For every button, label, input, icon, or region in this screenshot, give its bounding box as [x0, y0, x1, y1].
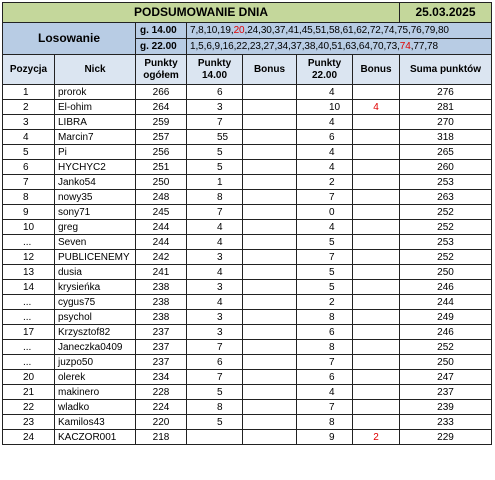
punkty-ogolem-cell: 257: [136, 130, 187, 145]
bonus-14-cell: [243, 250, 297, 265]
table-row: [3, 100, 492, 115]
draw-numbers-2200: 1,5,6,9,16,22,23,27,34,37,38,40,51,63,64,70,73,74,77,78: [187, 39, 492, 55]
nick-cell: KACZOR001: [55, 430, 136, 445]
bonus-22-cell: [353, 280, 400, 295]
drawn-number: 27: [263, 41, 275, 52]
pozycja-cell: 1: [3, 85, 55, 100]
bonus-14-cell: [243, 415, 297, 430]
punkty-14-cell: 8: [187, 190, 243, 205]
drawn-number: 76: [410, 25, 422, 36]
nick-cell: juzpo50: [55, 355, 136, 370]
drawn-number: 41: [288, 25, 299, 36]
punkty-14-cell: 5: [187, 145, 243, 160]
bonus-14-cell: [243, 145, 297, 160]
bonus-14-cell: [243, 220, 297, 235]
drawn-number: 34: [277, 41, 289, 52]
pozycja-cell: 23: [3, 415, 55, 430]
nick-cell: psychol: [55, 310, 136, 325]
punkty-14-cell: 1: [187, 175, 243, 190]
table-row: [3, 355, 492, 370]
table-row: [3, 325, 492, 340]
pozycja-cell: 10: [3, 220, 55, 235]
bonus-22-cell: [353, 205, 400, 220]
suma-cell: 252: [400, 220, 492, 235]
drawn-number: 61: [342, 25, 354, 36]
bonus-14-cell: [243, 385, 297, 400]
nick-cell: Janko54: [55, 175, 136, 190]
punkty-22-cell: 4: [297, 220, 353, 235]
nick-cell: LIBRA: [55, 115, 136, 130]
nick-cell: olerek: [55, 370, 136, 385]
bonus-14-cell: [243, 340, 297, 355]
punkty-ogolem-cell: 228: [136, 385, 187, 400]
punkty-22-cell: 4: [297, 145, 353, 160]
bonus-22-cell: [353, 310, 400, 325]
punkty-ogolem-cell: 250: [136, 175, 187, 190]
punkty-22-cell: 5: [297, 280, 353, 295]
nick-cell: greg: [55, 220, 136, 235]
punkty-ogolem-cell: 218: [136, 430, 187, 445]
col-header-punkty-22: Punkty 22.00: [297, 55, 353, 85]
punkty-14-cell: 6: [187, 355, 243, 370]
punkty-14-cell: 3: [187, 250, 243, 265]
col-header-nick: Nick: [55, 55, 136, 85]
punkty-22-cell: 7: [297, 250, 353, 265]
col-header-bonus-14: Bonus: [243, 55, 297, 85]
drawn-number: 22: [236, 41, 248, 52]
punkty-14-cell: 3: [187, 100, 243, 115]
suma-cell: 253: [400, 175, 492, 190]
col-header-punkty-14: Punkty 14.00: [187, 55, 243, 85]
pozycja-cell: ...: [3, 310, 55, 325]
pozycja-cell: 12: [3, 250, 55, 265]
table-row: [3, 85, 492, 100]
nick-cell: krysieńka: [55, 280, 136, 295]
drawn-number: 38: [304, 41, 316, 52]
suma-cell: 252: [400, 205, 492, 220]
drawn-number: 5: [198, 41, 204, 52]
bonus-14-cell: [243, 400, 297, 415]
punkty-ogolem-cell: 256: [136, 145, 187, 160]
punkty-14-cell: 8: [187, 400, 243, 415]
drawn-number: 63: [345, 41, 357, 52]
suma-cell: 246: [400, 280, 492, 295]
punkty-22-cell: 4: [297, 160, 353, 175]
punkty-ogolem-cell: 238: [136, 295, 187, 310]
pozycja-cell: ...: [3, 295, 55, 310]
punkty-ogolem-cell: 248: [136, 190, 187, 205]
drawn-number: 78: [427, 41, 438, 52]
bonus-22-cell: [353, 385, 400, 400]
punkty-22-cell: 9: [297, 430, 353, 445]
suma-cell: 318: [400, 130, 492, 145]
punkty-14-cell: 4: [187, 220, 243, 235]
punkty-14-cell: [187, 430, 243, 445]
bonus-22-cell: [353, 190, 400, 205]
table-row: [3, 295, 492, 310]
punkty-22-cell: 7: [297, 400, 353, 415]
punkty-14-cell: 6: [187, 85, 243, 100]
drawn-number: 9: [214, 41, 220, 52]
suma-cell: 233: [400, 415, 492, 430]
punkty-ogolem-cell: 245: [136, 205, 187, 220]
table-row: [3, 400, 492, 415]
bonus-22-cell: [353, 295, 400, 310]
punkty-22-cell: 4: [297, 85, 353, 100]
nick-cell: Kamilos43: [55, 415, 136, 430]
punkty-ogolem-cell: 244: [136, 235, 187, 250]
draw-time-label: g. 14.00: [136, 23, 187, 39]
bonus-14-cell: [243, 235, 297, 250]
bonus-22-cell: [353, 370, 400, 385]
punkty-ogolem-cell: 259: [136, 115, 187, 130]
bonus-22-cell: [353, 340, 400, 355]
table-row: [3, 430, 492, 445]
suma-cell: 250: [400, 265, 492, 280]
bonus-22-cell: [353, 415, 400, 430]
punkty-14-cell: 7: [187, 340, 243, 355]
bonus-14-cell: [243, 85, 297, 100]
suma-cell: 276: [400, 85, 492, 100]
suma-cell: 229: [400, 430, 492, 445]
drawn-number: 19: [219, 25, 231, 36]
drawn-number: 7: [190, 25, 196, 36]
punkty-14-cell: 7: [187, 205, 243, 220]
punkty-14-cell: 3: [187, 310, 243, 325]
punkty-ogolem-cell: 237: [136, 355, 187, 370]
drawn-number: 64: [358, 41, 370, 52]
col-header-suma: Suma punktów: [400, 55, 492, 85]
drawn-number: 45: [301, 25, 313, 36]
drawn-number-hit: 74: [399, 41, 411, 52]
drawn-number: 75: [397, 25, 408, 36]
suma-cell: 260: [400, 160, 492, 175]
punkty-22-cell: 4: [297, 115, 353, 130]
drawn-number: 72: [369, 25, 381, 36]
table-row: [3, 115, 492, 130]
nick-cell: El-ohim: [55, 100, 136, 115]
bonus-22-cell: [353, 220, 400, 235]
pozycja-cell: ...: [3, 355, 55, 370]
pozycja-cell: 20: [3, 370, 55, 385]
bonus-14-cell: [243, 430, 297, 445]
drawn-number: 23: [249, 41, 261, 52]
bonus-14-cell: [243, 100, 297, 115]
punkty-14-cell: 3: [187, 280, 243, 295]
nick-cell: sony71: [55, 205, 136, 220]
suma-cell: 250: [400, 355, 492, 370]
punkty-14-cell: 3: [187, 325, 243, 340]
nick-cell: prorok: [55, 85, 136, 100]
table-row: [3, 385, 492, 400]
bonus-22-cell: [353, 160, 400, 175]
bonus-22-cell: [353, 325, 400, 340]
nick-cell: Marcin7: [55, 130, 136, 145]
punkty-22-cell: 8: [297, 340, 353, 355]
suma-cell: 246: [400, 325, 492, 340]
bonus-22-cell: [353, 175, 400, 190]
pozycja-cell: 8: [3, 190, 55, 205]
pozycja-cell: 13: [3, 265, 55, 280]
bonus-14-cell: [243, 160, 297, 175]
pozycja-cell: 21: [3, 385, 55, 400]
punkty-14-cell: 55: [187, 130, 243, 145]
punkty-14-cell: 5: [187, 385, 243, 400]
bonus-22-cell: 2: [353, 430, 400, 445]
punkty-22-cell: 10: [297, 100, 353, 115]
pozycja-cell: 24: [3, 430, 55, 445]
punkty-14-cell: 5: [187, 160, 243, 175]
punkty-14-cell: 4: [187, 295, 243, 310]
drawn-number: 58: [328, 25, 340, 36]
punkty-14-cell: 4: [187, 265, 243, 280]
table-row: [3, 250, 492, 265]
punkty-22-cell: 6: [297, 130, 353, 145]
punkty-22-cell: 4: [297, 385, 353, 400]
bonus-14-cell: [243, 370, 297, 385]
punkty-22-cell: 0: [297, 205, 353, 220]
punkty-ogolem-cell: 244: [136, 220, 187, 235]
bonus-22-cell: 4: [353, 100, 400, 115]
nick-cell: dusia: [55, 265, 136, 280]
drawn-number: 1: [190, 41, 196, 52]
pozycja-cell: 6: [3, 160, 55, 175]
suma-cell: 249: [400, 310, 492, 325]
punkty-ogolem-cell: 220: [136, 415, 187, 430]
drawn-number: 73: [386, 41, 398, 52]
nick-cell: makinero: [55, 385, 136, 400]
punkty-ogolem-cell: 237: [136, 340, 187, 355]
col-header-bonus-22: Bonus: [353, 55, 400, 85]
bonus-14-cell: [243, 205, 297, 220]
pozycja-cell: 17: [3, 325, 55, 340]
bonus-22-cell: [353, 85, 400, 100]
drawn-number: 37: [274, 25, 286, 36]
nick-cell: Krzysztof82: [55, 325, 136, 340]
punkty-22-cell: 8: [297, 415, 353, 430]
punkty-22-cell: 2: [297, 295, 353, 310]
bonus-14-cell: [243, 310, 297, 325]
drawn-number: 24: [247, 25, 259, 36]
pozycja-cell: ...: [3, 340, 55, 355]
pozycja-cell: ...: [3, 235, 55, 250]
drawn-number: 6: [206, 41, 212, 52]
punkty-ogolem-cell: 224: [136, 400, 187, 415]
drawn-number: 51: [315, 25, 327, 36]
drawn-number: 37: [290, 41, 302, 52]
drawn-number: 70: [372, 41, 384, 52]
report-title: PODSUMOWANIE DNIA: [3, 3, 400, 23]
bonus-14-cell: [243, 355, 297, 370]
draw-numbers-1400: 7,8,10,19,20,24,30,37,41,45,51,58,61,62,72,74,75,76,79,80: [187, 23, 492, 39]
pozycja-cell: 9: [3, 205, 55, 220]
suma-cell: 244: [400, 295, 492, 310]
suma-cell: 265: [400, 145, 492, 160]
pozycja-cell: 22: [3, 400, 55, 415]
drawn-number: 8: [198, 25, 204, 36]
drawn-number: 40: [318, 41, 329, 52]
bonus-14-cell: [243, 115, 297, 130]
drawn-number: 80: [437, 25, 449, 36]
drawn-number: 30: [260, 25, 272, 36]
punkty-ogolem-cell: 237: [136, 325, 187, 340]
table-row: [3, 175, 492, 190]
bonus-14-cell: [243, 175, 297, 190]
punkty-ogolem-cell: 241: [136, 265, 187, 280]
punkty-22-cell: 2: [297, 175, 353, 190]
bonus-14-cell: [243, 190, 297, 205]
bonus-22-cell: [353, 145, 400, 160]
nick-cell: Pi: [55, 145, 136, 160]
draw-time-label: g. 22.00: [136, 39, 187, 55]
ranking-rows: [3, 85, 492, 445]
punkty-22-cell: 5: [297, 235, 353, 250]
punkty-14-cell: 7: [187, 370, 243, 385]
bonus-22-cell: [353, 400, 400, 415]
table-row: [3, 220, 492, 235]
suma-cell: 252: [400, 340, 492, 355]
pozycja-cell: 4: [3, 130, 55, 145]
drawn-number: 62: [356, 25, 368, 36]
nick-cell: Seven: [55, 235, 136, 250]
punkty-ogolem-cell: 238: [136, 280, 187, 295]
bonus-14-cell: [243, 280, 297, 295]
nick-cell: wladko: [55, 400, 136, 415]
drawn-number: 79: [424, 25, 436, 36]
bonus-22-cell: [353, 355, 400, 370]
table-row: [3, 310, 492, 325]
table-row: [3, 130, 492, 145]
pozycja-cell: 5: [3, 145, 55, 160]
suma-cell: 252: [400, 250, 492, 265]
suma-cell: 239: [400, 400, 492, 415]
punkty-ogolem-cell: 238: [136, 310, 187, 325]
bonus-14-cell: [243, 295, 297, 310]
suma-cell: 263: [400, 190, 492, 205]
table-row: [3, 265, 492, 280]
punkty-ogolem-cell: 266: [136, 85, 187, 100]
suma-cell: 281: [400, 100, 492, 115]
suma-cell: 247: [400, 370, 492, 385]
drawn-number: 77: [413, 41, 425, 52]
bonus-22-cell: [353, 235, 400, 250]
bonus-22-cell: [353, 130, 400, 145]
punkty-22-cell: 6: [297, 325, 353, 340]
bonus-22-cell: [353, 265, 400, 280]
punkty-ogolem-cell: 242: [136, 250, 187, 265]
table-row: [3, 205, 492, 220]
nick-cell: Janeczka0409: [55, 340, 136, 355]
punkty-14-cell: 5: [187, 415, 243, 430]
punkty-ogolem-cell: 251: [136, 160, 187, 175]
summary-table: [2, 2, 492, 445]
bonus-22-cell: [353, 115, 400, 130]
suma-cell: 237: [400, 385, 492, 400]
pozycja-cell: 3: [3, 115, 55, 130]
punkty-22-cell: 6: [297, 370, 353, 385]
suma-cell: 253: [400, 235, 492, 250]
bonus-14-cell: [243, 325, 297, 340]
drawn-number: 74: [383, 25, 395, 36]
drawn-number-hit: 20: [233, 25, 245, 36]
punkty-ogolem-cell: 234: [136, 370, 187, 385]
pozycja-cell: 14: [3, 280, 55, 295]
table-row: [3, 415, 492, 430]
bonus-14-cell: [243, 265, 297, 280]
pozycja-cell: 7: [3, 175, 55, 190]
drawn-number: 10: [206, 25, 218, 36]
table-row: [3, 340, 492, 355]
punkty-22-cell: 7: [297, 355, 353, 370]
table-row: [3, 145, 492, 160]
table-row: [3, 370, 492, 385]
punkty-22-cell: 8: [297, 310, 353, 325]
drawn-number: 51: [331, 41, 343, 52]
punkty-ogolem-cell: 264: [136, 100, 187, 115]
table-row: [3, 280, 492, 295]
pozycja-cell: 2: [3, 100, 55, 115]
nick-cell: cygus75: [55, 295, 136, 310]
bonus-14-cell: [243, 130, 297, 145]
table-row: [3, 190, 492, 205]
punkty-14-cell: 7: [187, 115, 243, 130]
punkty-22-cell: 5: [297, 265, 353, 280]
table-row: [3, 160, 492, 175]
suma-cell: 270: [400, 115, 492, 130]
nick-cell: nowy35: [55, 190, 136, 205]
punkty-22-cell: 7: [297, 190, 353, 205]
punkty-14-cell: 4: [187, 235, 243, 250]
report-date: 25.03.2025: [400, 3, 492, 23]
drawn-number: 16: [222, 41, 234, 52]
table-row: [3, 235, 492, 250]
losowanie-label: Losowanie: [3, 23, 136, 55]
bonus-22-cell: [353, 250, 400, 265]
col-header-pozycja: Pozycja: [3, 55, 55, 85]
nick-cell: HYCHYC2: [55, 160, 136, 175]
nick-cell: PUBLICENEMY: [55, 250, 136, 265]
col-header-punkty-ogolem: Punkty ogółem: [136, 55, 187, 85]
